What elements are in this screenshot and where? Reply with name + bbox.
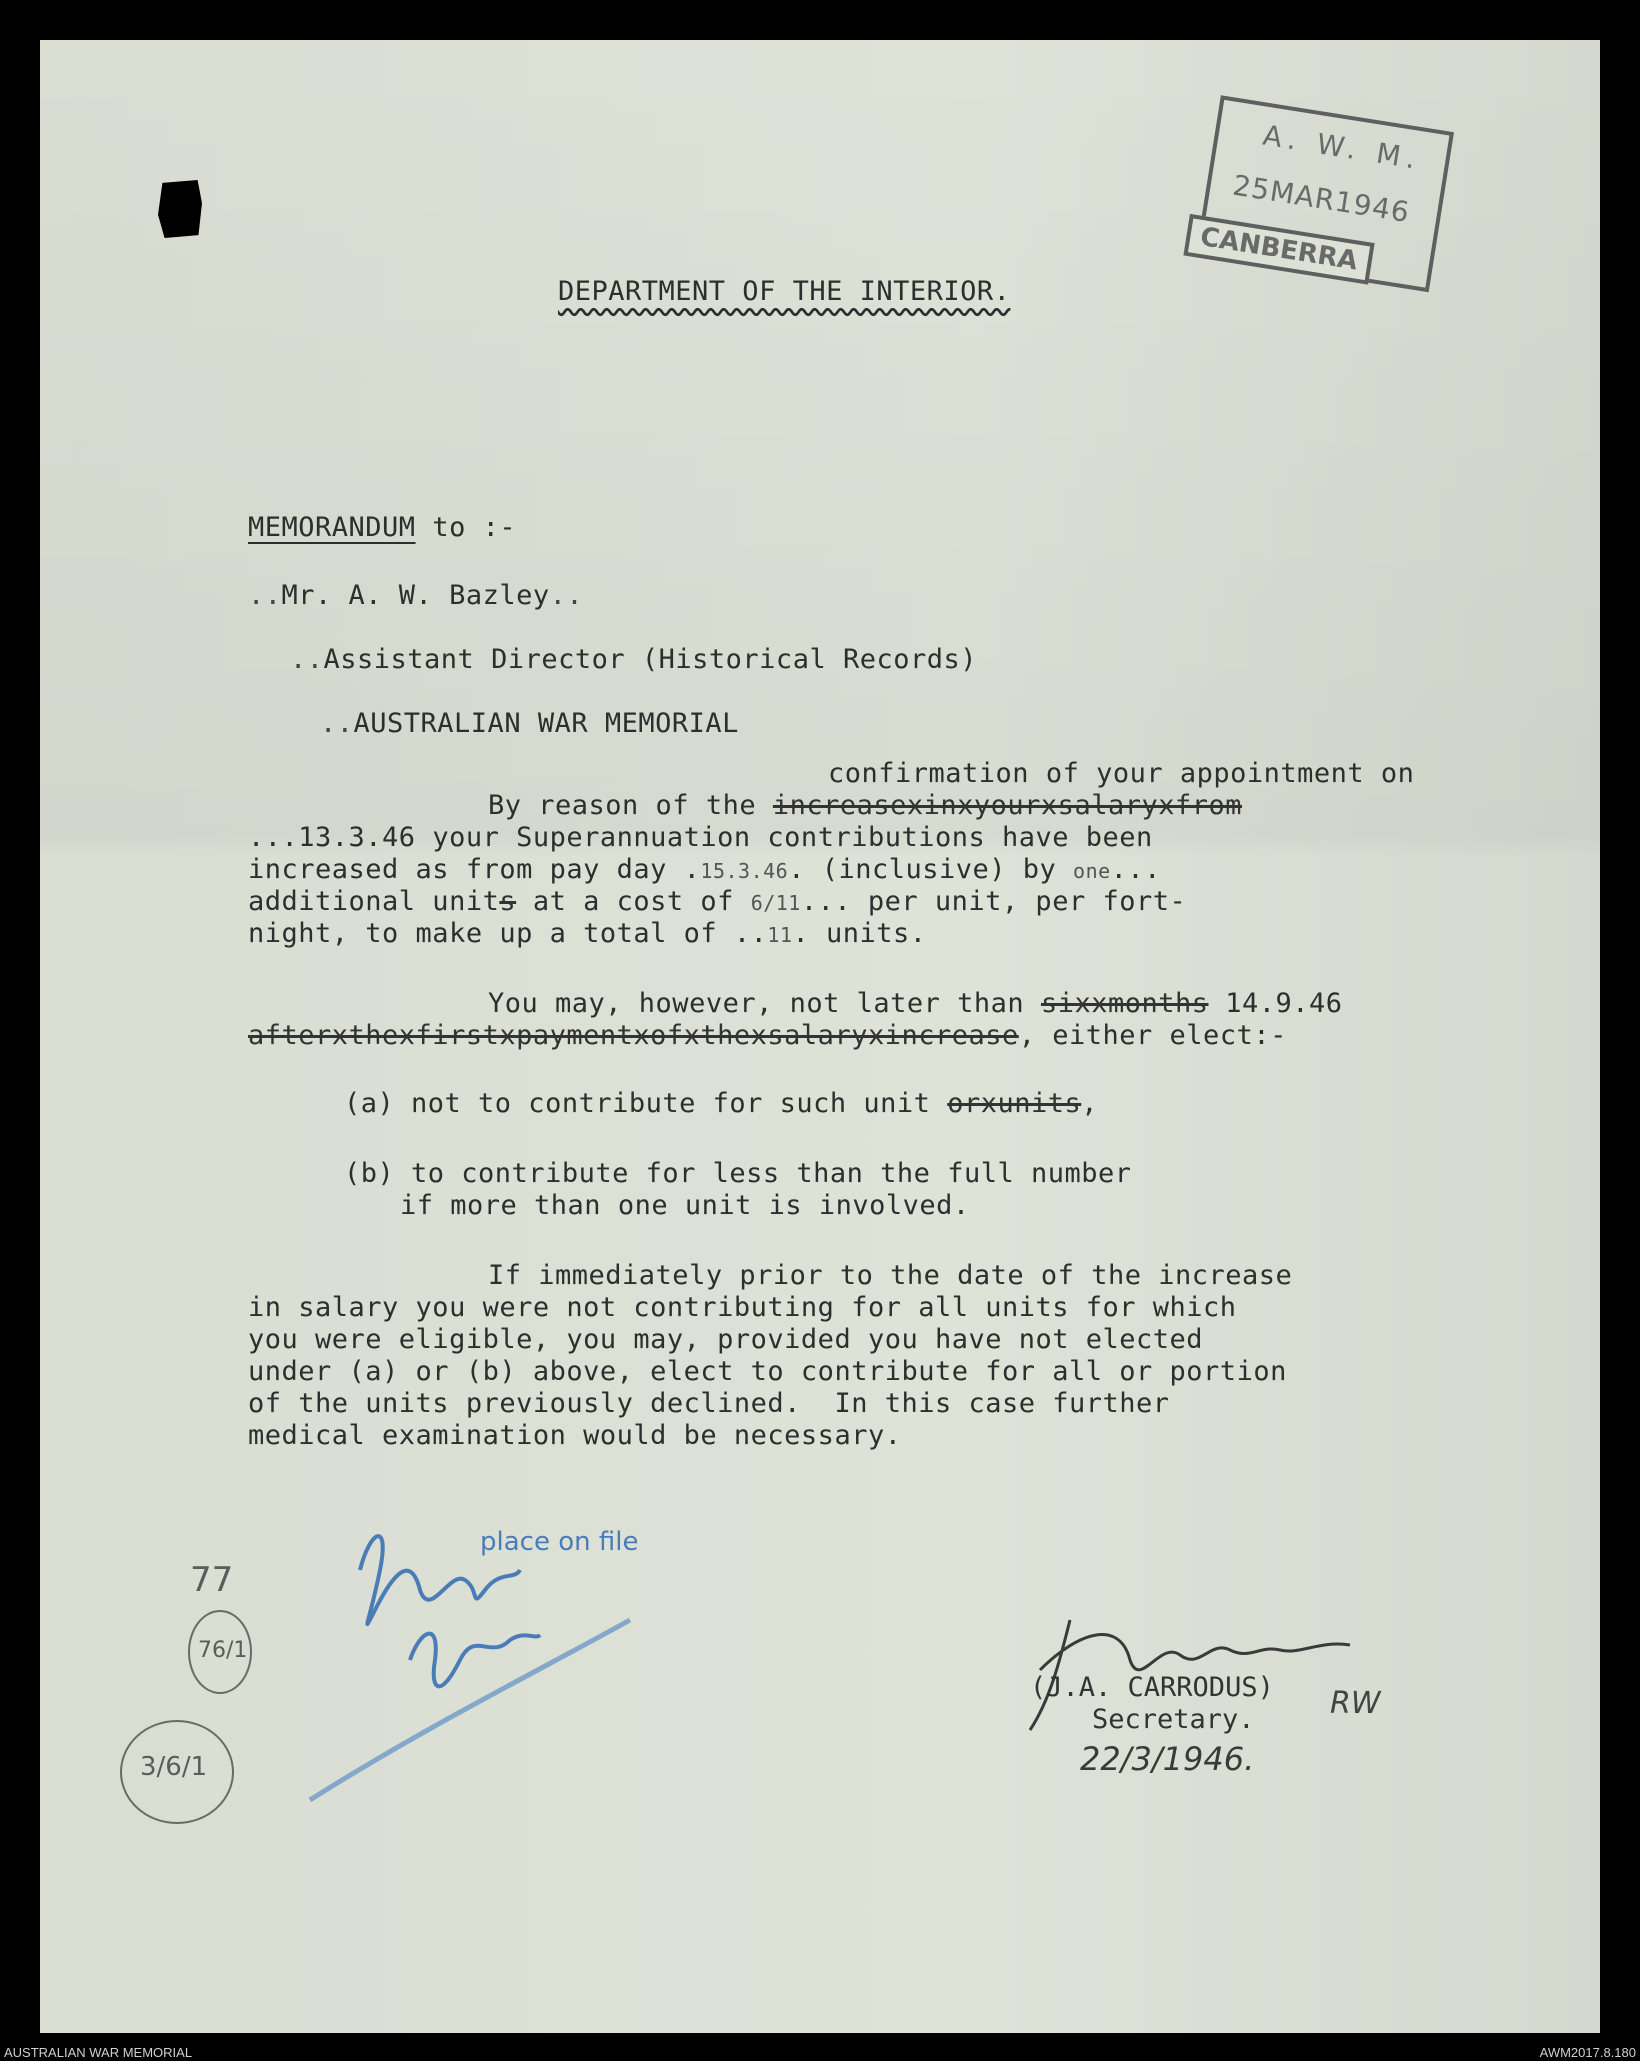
unit-cost: 6/11 xyxy=(750,891,801,915)
para2-line2-end: , either elect:- xyxy=(1018,1020,1287,1051)
para1-line4-text: additional unit xyxy=(248,886,500,917)
para1-date: ...13.3.46 xyxy=(248,822,416,853)
struck-text-5: orxunits xyxy=(947,1088,1082,1119)
recipient-title: Assistant Director xyxy=(323,644,626,675)
para3-line2: in salary you were not contributing for all units for which xyxy=(248,1292,1237,1323)
para1-line2-text: your Superannuation contributions have been xyxy=(415,822,1153,853)
para1-line3-mid: . (inclusive) by xyxy=(788,854,1074,885)
units-count: one xyxy=(1073,859,1111,883)
pencil-ref-1: 76/1 xyxy=(198,1638,248,1663)
struck-text-3: sixxmonths xyxy=(1040,988,1209,1019)
recipient-org-line: ..AUSTRALIAN WAR MEMORIAL xyxy=(320,708,739,739)
stamp-line1: A. W. M. xyxy=(1260,118,1424,177)
para1-line4-end: ... per unit, per fort- xyxy=(800,886,1187,917)
para2-line1-text: You may, however, not later than xyxy=(488,988,1041,1019)
recipient-title-line: ..Assistant Director (Historical Records) xyxy=(290,644,977,675)
election-deadline: 14.9.46 xyxy=(1208,988,1343,1019)
option-a xyxy=(344,1088,1098,1119)
recipient-name: Mr. A. W. Bazley xyxy=(281,580,550,611)
para1-line5-text: night, to make up a total of .. xyxy=(248,918,768,949)
para1-line3-end: ... xyxy=(1110,854,1161,885)
para3-line3: you were eligible, you may, provided you have not elected xyxy=(248,1324,1204,1355)
para3-line6: medical examination would be necessary. xyxy=(248,1420,902,1451)
blue-note-text: place on file xyxy=(480,1527,639,1557)
struck-text-2: s xyxy=(499,886,517,917)
punch-hole xyxy=(158,180,202,238)
total-units: 11 xyxy=(767,923,793,947)
recipient-title-note: (Historical Records) xyxy=(641,644,977,675)
option-a-end: , xyxy=(1081,1088,1099,1119)
pay-day-date: 15.3.46 xyxy=(700,859,789,883)
memo-to: to :- xyxy=(415,512,517,543)
memo-heading xyxy=(248,512,516,543)
para1-line3-text: increased as from pay day . xyxy=(248,854,701,885)
stamp-date: 25MAR1946 xyxy=(1230,168,1413,230)
para1-line1 xyxy=(488,790,1242,821)
para1-line1-text: By reason of the xyxy=(488,790,773,821)
para1-line5 xyxy=(248,918,927,949)
para1-line5-end: . units. xyxy=(792,918,927,949)
pencil-number: 77 xyxy=(190,1560,234,1600)
para3-line1: If immediately prior to the date of the increase xyxy=(488,1260,1293,1291)
signatory-position: Secretary. xyxy=(1092,1704,1255,1735)
signatory-name: (J.A. CARRODUS) xyxy=(1030,1672,1274,1703)
footer-accession: AWM2017.8.180 xyxy=(1539,2045,1636,2060)
memo-label: MEMORANDUM xyxy=(248,512,416,543)
signature-initials: RW xyxy=(1330,1686,1381,1721)
para3-line4: under (a) or (b) above, elect to contribute for all or portion xyxy=(248,1356,1287,1387)
inserted-text: confirmation of your appointment on xyxy=(828,758,1415,789)
para1-line3 xyxy=(248,854,1161,885)
para1-line4-mid: at a cost of xyxy=(516,886,751,917)
para2-line1 xyxy=(488,988,1343,1019)
recipient-name-line: ..Mr. A. W. Bazley.. xyxy=(248,580,584,611)
document-page xyxy=(40,40,1600,2033)
para1-line2 xyxy=(248,822,1153,853)
para2-line2 xyxy=(248,1020,1287,1051)
option-b-line2: if more than one unit is involved. xyxy=(400,1190,970,1221)
recipient-org: AUSTRALIAN WAR MEMORIAL xyxy=(353,708,739,739)
footer-source: AUSTRALIAN WAR MEMORIAL xyxy=(4,2045,193,2060)
struck-text-4: afterxthexfirstxpaymentxofxthexsalaryxincrease xyxy=(248,1020,1019,1051)
option-b-line1: (b) to contribute for less than the full number xyxy=(344,1158,1132,1189)
struck-text-1: increasexinxyourxsalaryxfrom xyxy=(772,790,1242,821)
handwritten-note xyxy=(300,1510,660,1810)
received-stamp xyxy=(1182,84,1457,301)
page-title: DEPARTMENT OF THE INTERIOR. xyxy=(558,276,1011,307)
pencil-ref-2: 3/6/1 xyxy=(140,1752,208,1782)
stamp-location: CANBERRA xyxy=(1183,214,1374,285)
signature-date: 22/3/1946. xyxy=(1080,1740,1255,1778)
para1-line4 xyxy=(248,886,1186,917)
para3-line5: of the units previously declined. In this case further xyxy=(248,1388,1170,1419)
option-a-text: (a) not to contribute for such unit xyxy=(344,1088,948,1119)
